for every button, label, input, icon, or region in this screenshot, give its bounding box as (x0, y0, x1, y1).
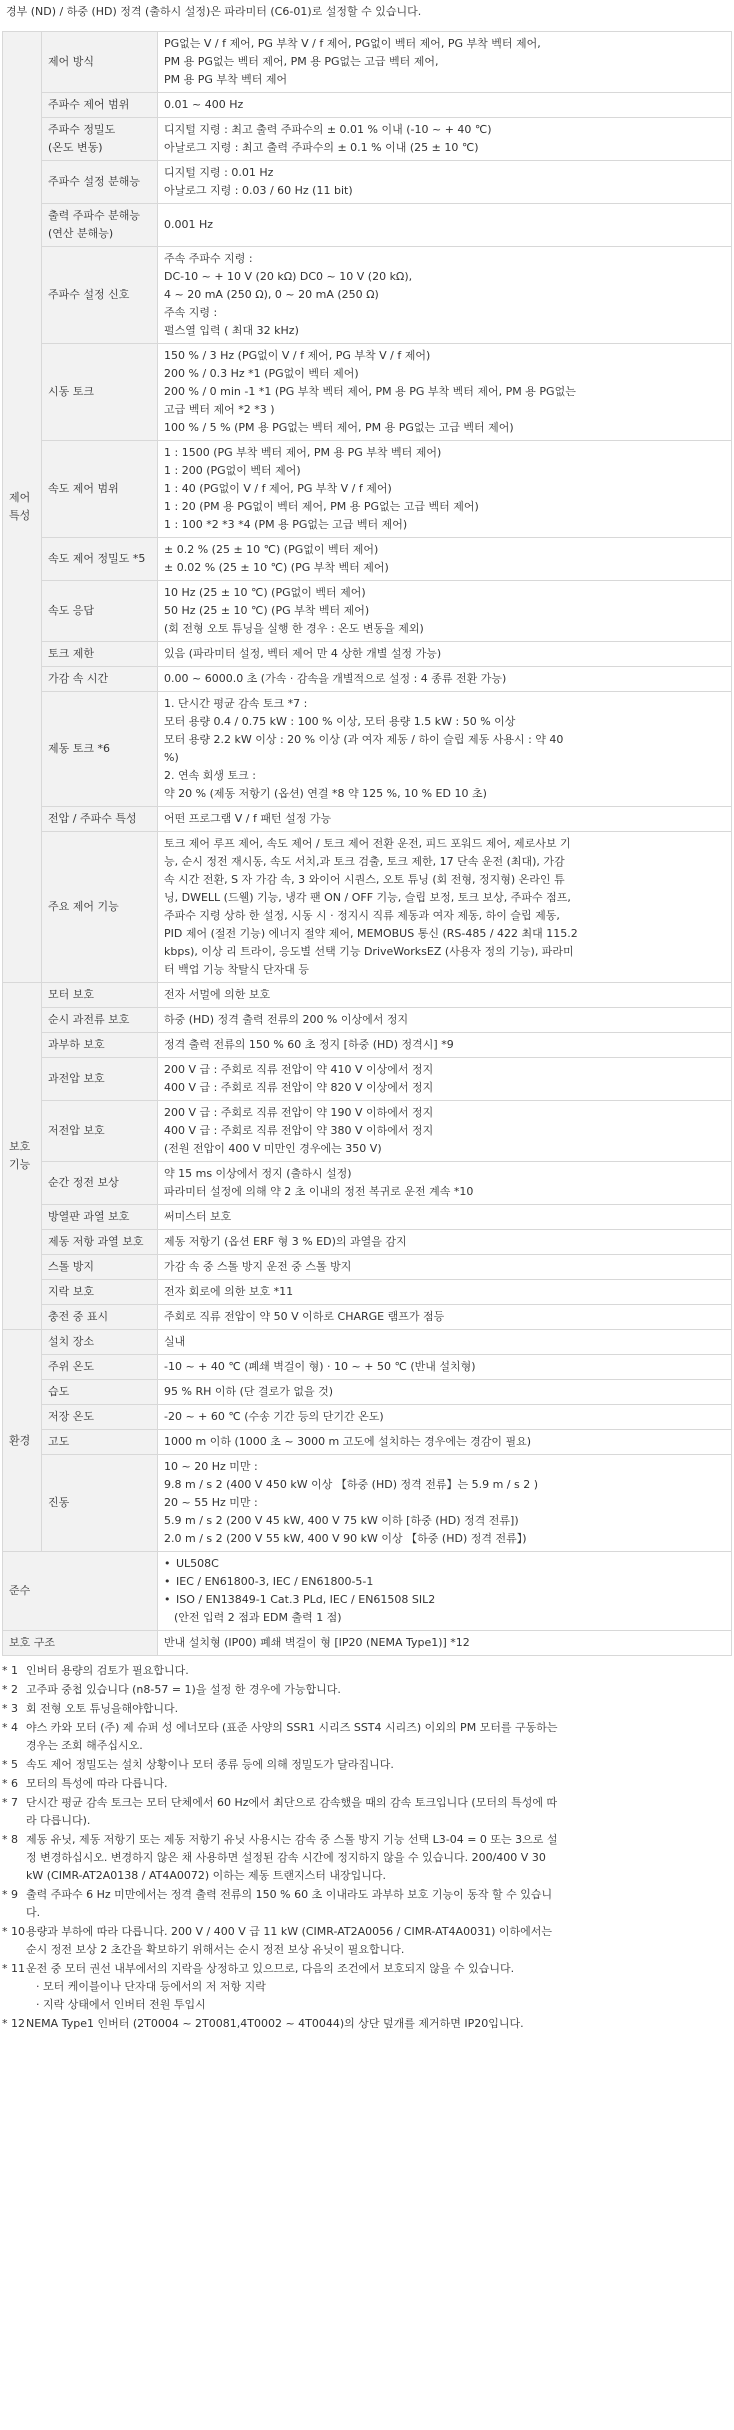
value-line: 200 V 급 : 주회로 직류 전압이 약 190 V 이하에서 정지 (164, 1106, 434, 1119)
item-cell (42, 1405, 158, 1430)
item-label: 순시 과전류 보호 (48, 1013, 130, 1026)
intro-text: 경부 (ND) / 하중 (HD) 정격 (출하시 설정)은 파라미터 (C6-01)로 설정할 수 있습니다. (6, 5, 422, 18)
footnote-number: * 9 (2, 1888, 18, 1901)
value-cell (158, 1552, 732, 1631)
value-line: -20 ~ + 60 ℃ (수송 기간 등의 단기간 온도) (164, 1410, 384, 1423)
footnote (2, 1831, 730, 1885)
spec-row (3, 1280, 732, 1305)
footnote (2, 1756, 730, 1774)
item-label: 지락 보호 (48, 1285, 95, 1298)
item-label: 주파수 설정 신호 (48, 288, 130, 301)
value-line: 디지털 지령 : 최고 출력 주파수의 ± 0.01 % 이내 (-10 ~ + 40 ℃) (164, 123, 492, 136)
item-label: 제동 토크 *6 (48, 742, 110, 755)
item-cell (42, 441, 158, 538)
category-cell (3, 1631, 158, 1656)
item-label: 고도 (48, 1435, 70, 1448)
value-line: 1000 m 이하 (1000 초 ~ 3000 m 고도에 설치하는 경우에는 경감이 필요) (164, 1435, 532, 1448)
item-cell (42, 1008, 158, 1033)
value-line: -10 ~ + 40 ℃ (폐쇄 벽걸이 형) · 10 ~ + 50 ℃ (반내 설치형) (164, 1360, 476, 1373)
footnote-subitem: · 지락 상태에서 인버터 전원 투입시 (36, 1998, 206, 2011)
value-cell (158, 344, 732, 441)
value-cell (158, 1430, 732, 1455)
item-cell (42, 1430, 158, 1455)
footnote-number: * 3 (2, 1702, 18, 1715)
item-cell (42, 667, 158, 692)
value-line: 2. 연속 회생 토크 : (164, 769, 256, 782)
item-label: (온도 변동) (48, 141, 103, 154)
footnote-number: * 11 (2, 1962, 25, 1975)
value-line: ± 0.02 % (25 ± 10 ℃) (PG 부착 벡터 제어) (164, 561, 389, 574)
footnote-text: 경우는 조회 해주십시오. (26, 1739, 143, 1752)
item-cell (42, 1455, 158, 1552)
item-label: 모터 보호 (48, 988, 95, 1001)
value-line: 하중 (HD) 정격 출력 전류의 200 % 이상에서 정지 (164, 1013, 409, 1026)
footnote-text: 용량과 부하에 따라 다릅니다. 200 V / 400 V 급 11 kW (CIMR-AT2A0056 / CIMR-AT4A0031) 이하에서는 (26, 1925, 552, 1938)
value-line: 1 : 1500 (PG 부착 벡터 제어, PM 용 PG 부착 벡터 제어) (164, 446, 442, 459)
value-line: 20 ~ 55 Hz 미만 : (164, 1496, 258, 1509)
category-cell (3, 1552, 158, 1631)
compliance-item (164, 1573, 725, 1591)
value-line: 200 % / 0 min -1 *1 (PG 부착 벡터 제어, PM 용 PG 부착 벡터 제어, PM 용 PG없는 (164, 385, 576, 398)
item-label: 속도 응답 (48, 604, 95, 617)
value-cell (158, 32, 732, 93)
spec-row (3, 247, 732, 344)
spec-row (3, 1058, 732, 1101)
value-line: 10 Hz (25 ± 10 ℃) (PG없이 벡터 제어) (164, 586, 366, 599)
item-label: 속도 제어 정밀도 *5 (48, 552, 146, 565)
value-cell (158, 692, 732, 807)
footnote-text: 순시 정전 보상 2 초간을 확보하기 위해서는 순시 정전 보상 유닛이 필요합니다. (26, 1943, 405, 1956)
value-cell (158, 581, 732, 642)
item-label: 과부하 보호 (48, 1038, 105, 1051)
category-cell (3, 1330, 42, 1552)
value-cell (158, 93, 732, 118)
footnote-number: * 4 (2, 1721, 18, 1734)
value-line: 주속 지령 : (164, 306, 218, 319)
footnote (2, 1719, 730, 1755)
value-line: 고급 벡터 제어 *2 *3 ) (164, 403, 275, 416)
value-line: 100 % / 5 % (PM 용 PG없는 벡터 제어, PM 용 PG없는 고급 벡터 제어) (164, 421, 514, 434)
spec-row (3, 1162, 732, 1205)
item-cell (42, 1380, 158, 1405)
item-label: 저전압 보호 (48, 1124, 105, 1137)
item-label: 속도 제어 범위 (48, 482, 119, 495)
spec-row (3, 1305, 732, 1330)
item-cell (42, 161, 158, 204)
item-cell (42, 1280, 158, 1305)
value-line: kbps), 이상 리 트라이, 응도별 선택 기능 DriveWorksEZ (사용자 정의 기능), 파라미 (164, 945, 574, 958)
item-label: 제동 저항 과열 보호 (48, 1235, 144, 1248)
spec-row (3, 667, 732, 692)
value-line: 1 : 20 (PM 용 PG없이 벡터 제어, PM 용 PG없는 고급 벡터 제어) (164, 500, 479, 513)
value-cell (158, 832, 732, 983)
footnote-text: 모터의 특성에 따라 다릅니다. (26, 1777, 168, 1790)
value-line: 주파수 지령 상하 한 설정, 시동 시 · 정지시 직류 제동과 여자 제동, 하이 슬립 제동, (164, 909, 560, 922)
item-label: 순간 정전 보상 (48, 1176, 119, 1189)
footnote-text: 제동 유닛, 제동 저항기 또는 제동 저항기 유닛 사용시는 감속 중 스톨 방지 기능 선택 L3-04 = 0 또는 3으로 설 (26, 1833, 558, 1846)
footnote-text: kW (CIMR-AT2A0138 / AT4A0072) 이하는 제동 트랜지스터 내장입니다. (26, 1869, 387, 1882)
value-cell (158, 247, 732, 344)
footnote (2, 1923, 730, 1959)
spec-row (3, 1330, 732, 1355)
spec-row (3, 344, 732, 441)
value-cell (158, 1033, 732, 1058)
footnote-number: * 2 (2, 1683, 18, 1696)
spec-row (3, 1405, 732, 1430)
category-cell (3, 32, 42, 983)
item-cell (42, 1162, 158, 1205)
bullet-icon: • (164, 1593, 171, 1606)
item-label: 가감 속 시간 (48, 672, 109, 685)
spec-row (3, 1380, 732, 1405)
item-label: 스톨 방지 (48, 1260, 95, 1273)
item-label: 주파수 정밀도 (48, 123, 116, 136)
footnote (2, 1775, 730, 1793)
value-line: 약 20 % (제동 저항기 (옵션) 연결 *8 약 125 %, 10 % ED 10 초) (164, 787, 487, 800)
spec-row (3, 32, 732, 93)
value-line: 50 Hz (25 ± 10 ℃) (PG 부착 벡터 제어) (164, 604, 370, 617)
value-cell (158, 807, 732, 832)
item-cell (42, 1330, 158, 1355)
item-cell (42, 692, 158, 807)
value-line: 터 백업 기능 착탈식 단자대 등 (164, 963, 309, 976)
value-line: PG없는 V / f 제어, PG 부착 V / f 제어, PG없이 벡터 제어, PG 부착 벡터 제어, (164, 37, 541, 50)
item-label: (연산 분해능) (48, 227, 114, 240)
value-line: 제동 저항기 (옵션 ERF 형 3 % ED)의 과열을 감지 (164, 1235, 407, 1248)
value-cell (158, 1101, 732, 1162)
compliance-item (164, 1555, 725, 1573)
value-cell (158, 538, 732, 581)
spec-row (3, 692, 732, 807)
value-cell (158, 1008, 732, 1033)
footnote-text: 출력 주파수 6 Hz 미만에서는 정격 출력 전류의 150 % 60 초 이내라도 과부하 보호 기능이 동작 할 수 있습니 (26, 1888, 553, 1901)
spec-row (3, 1101, 732, 1162)
footnotes (0, 1662, 734, 2033)
spec-row (3, 93, 732, 118)
spec-row (3, 807, 732, 832)
value-line: 아날로그 지령 : 0.03 / 60 Hz (11 bit) (164, 184, 353, 197)
item-cell (42, 1033, 158, 1058)
item-cell (42, 581, 158, 642)
value-line: 디지털 지령 : 0.01 Hz (164, 166, 274, 179)
value-line: 주회로 직류 전압이 약 50 V 이하로 CHARGE 램프가 점등 (164, 1310, 445, 1323)
value-cell (158, 667, 732, 692)
item-cell (42, 1355, 158, 1380)
item-label: 습도 (48, 1385, 70, 1398)
spec-row (3, 204, 732, 247)
footnote-number: * 5 (2, 1758, 18, 1771)
item-cell (42, 247, 158, 344)
value-line: 약 15 ms 이상에서 정지 (출하시 설정) (164, 1167, 352, 1180)
item-label: 출력 주파수 분해능 (48, 209, 141, 222)
footnote-text: 야스 카와 모터 (주) 제 슈퍼 성 에너모타 (표준 사양의 SSR1 시리즈 SST4 시리즈) 이외의 PM 모터를 구동하는 (26, 1721, 558, 1734)
value-line: 아날로그 지령 : 최고 출력 주파수의 ± 0.1 % 이내 (25 ± 10 ℃) (164, 141, 479, 154)
value-cell (158, 642, 732, 667)
value-line: 95 % RH 이하 (단 결로가 없을 것) (164, 1385, 334, 1398)
footnote-text: 속도 제어 정밀도는 설치 상황이나 모터 종류 등에 의해 정밀도가 달라집니다. (26, 1758, 394, 1771)
spec-row (3, 1430, 732, 1455)
value-cell (158, 1380, 732, 1405)
spec-row (3, 581, 732, 642)
footnote-number: * 10 (2, 1925, 25, 1938)
value-cell (158, 1230, 732, 1255)
item-cell (42, 1058, 158, 1101)
footnote-number: * 1 (2, 1664, 18, 1677)
value-cell (158, 1355, 732, 1380)
item-label: 시동 토크 (48, 385, 95, 398)
value-cell (158, 441, 732, 538)
category-label: 기능 (9, 1158, 31, 1171)
footnote (2, 1681, 730, 1699)
spec-row (3, 161, 732, 204)
item-cell (42, 344, 158, 441)
footnote (2, 1794, 730, 1830)
compliance-text: ISO / EN13849-1 Cat.3 PLd, IEC / EN61508 SIL2 (176, 1593, 436, 1606)
spec-row (3, 441, 732, 538)
value-line: 속 시간 전환, S 자 가감 속, 3 와이어 시퀀스, 오토 튜닝 (회 전형, 정지형) 온라인 튜 (164, 873, 565, 886)
spec-row (3, 1033, 732, 1058)
item-label: 주파수 제어 범위 (48, 98, 130, 111)
footnote-text: 고주파 중첩 있습니다 (n8-57 = 1)을 설정 한 경우에 가능합니다. (26, 1683, 341, 1696)
spec-row (3, 1255, 732, 1280)
item-label: 진동 (48, 1496, 70, 1509)
item-cell (42, 1305, 158, 1330)
value-cell (158, 1162, 732, 1205)
spec-row (3, 1631, 732, 1656)
value-cell (158, 1305, 732, 1330)
compliance-item (164, 1591, 725, 1609)
spec-row (3, 1008, 732, 1033)
item-label: 과전압 보호 (48, 1072, 105, 1085)
value-line: 전자 회로에 의한 보호 *11 (164, 1285, 294, 1298)
item-cell (42, 538, 158, 581)
value-line: 모터 용량 0.4 / 0.75 kW : 100 % 이상, 모터 용량 1.5 kW : 50 % 이상 (164, 715, 516, 728)
item-cell (42, 118, 158, 161)
footnote-subitem: · 모터 케이블이나 단자대 등에서의 저 저항 지락 (36, 1980, 266, 1993)
footnote-text: 인버터 용량의 검토가 필요합니다. (26, 1664, 189, 1677)
value-line: 1 : 100 *2 *3 *4 (PM 용 PG없는 고급 벡터 제어) (164, 518, 408, 531)
value-line: PM 용 PG 부착 벡터 제어 (164, 73, 288, 86)
value-cell (158, 1405, 732, 1430)
item-label: 주요 제어 기능 (48, 900, 119, 913)
spec-row (3, 1455, 732, 1552)
value-line: DC-10 ~ + 10 V (20 kΩ) DC0 ~ 10 V (20 kΩ), (164, 270, 413, 283)
spec-row (3, 1230, 732, 1255)
footnote-number: * 7 (2, 1796, 18, 1809)
value-line: 펄스열 입력 ( 최대 32 kHz) (164, 324, 299, 337)
bullet-icon: • (164, 1575, 171, 1588)
value-cell (158, 204, 732, 247)
spec-row (3, 1355, 732, 1380)
item-cell (42, 832, 158, 983)
item-label: 저장 온도 (48, 1410, 95, 1423)
footnote-number: * 6 (2, 1777, 18, 1790)
value-line: 400 V 급 : 주회로 직류 전압이 약 380 V 이하에서 정지 (164, 1124, 434, 1137)
value-cell (158, 1255, 732, 1280)
value-cell (158, 1631, 732, 1656)
item-cell (42, 32, 158, 93)
compliance-text: IEC / EN61800-3, IEC / EN61800-5-1 (176, 1575, 374, 1588)
spec-row (3, 118, 732, 161)
value-line: 실내 (164, 1335, 186, 1348)
item-cell (42, 93, 158, 118)
value-line: 2.0 m / s 2 (200 V 55 kW, 400 V 90 kW 이상 【하중 (HD) 정격 전류】) (164, 1532, 527, 1545)
footnote-text: 운전 중 모터 권선 내부에서의 지락을 상정하고 있으므로, 다음의 조건에서 보호되지 않을 수 있습니다. (26, 1962, 515, 1975)
value-cell (158, 1280, 732, 1305)
category-label: 특성 (9, 509, 31, 522)
value-line: 4 ~ 20 mA (250 Ω), 0 ~ 20 mA (250 Ω) (164, 288, 379, 301)
item-label: 제어 방식 (48, 55, 95, 68)
value-cell (158, 1330, 732, 1355)
item-cell (42, 1230, 158, 1255)
footnote-text: 회 전형 오토 튜닝을해야합니다. (26, 1702, 179, 1715)
spec-table (2, 31, 732, 1656)
item-label: 전압 / 주파수 특성 (48, 812, 137, 825)
category-label: 보호 (9, 1140, 31, 1153)
footnote-text: NEMA Type1 인버터 (2T0004 ~ 2T0081,4T0002 ~ 4T0044)의 상단 덮개를 제거하면 IP20입니다. (26, 2017, 524, 2030)
value-line: %) (164, 751, 179, 764)
spec-row (3, 1205, 732, 1230)
value-line: (전원 전압이 400 V 미만인 경우에는 350 V) (164, 1142, 382, 1155)
value-line: 있음 (파라미터 설정, 벡터 제어 만 4 상한 개별 설정 가능) (164, 647, 442, 660)
category-cell (3, 983, 42, 1330)
footnote-text: 다. (26, 1906, 41, 1919)
category-label: 보호 구조 (9, 1636, 56, 1649)
value-line: 어떤 프로그램 V / f 패턴 설정 가능 (164, 812, 332, 825)
value-cell (158, 118, 732, 161)
footnote (2, 1960, 730, 2014)
value-line: 400 V 급 : 주회로 직류 전압이 약 820 V 이상에서 정지 (164, 1081, 434, 1094)
value-cell (158, 161, 732, 204)
footnote-number: * 12 (2, 2017, 25, 2030)
value-line: 써미스터 보호 (164, 1210, 232, 1223)
value-line: 토크 제어 루프 제어, 속도 제어 / 토크 제어 전환 운전, 피드 포워드 제어, 제로사보 기 (164, 837, 571, 850)
item-cell (42, 1255, 158, 1280)
item-label: 주위 온도 (48, 1360, 95, 1373)
footnote (2, 1662, 730, 1680)
value-line: 0.001 Hz (164, 218, 214, 231)
footnote-text: 정 변경하십시오. 변경하지 않은 채 사용하면 설정된 감속 시간에 정지하지 않을 수 있습니다. 200/400 V 30 (26, 1851, 546, 1864)
item-cell (42, 204, 158, 247)
value-line: 가감 속 중 스톨 방지 운전 중 스톨 방지 (164, 1260, 352, 1273)
value-line: 150 % / 3 Hz (PG없이 V / f 제어, PG 부착 V / f 제어) (164, 349, 431, 362)
value-line: 200 V 급 : 주회로 직류 전압이 약 410 V 이상에서 정지 (164, 1063, 434, 1076)
value-line: 전자 서멀에 의한 보호 (164, 988, 271, 1001)
value-line: 10 ~ 20 Hz 미만 : (164, 1460, 258, 1473)
footnote (2, 2015, 730, 2033)
item-cell (42, 807, 158, 832)
value-line: 1. 단시간 평균 감속 토크 *7 : (164, 697, 308, 710)
value-cell (158, 983, 732, 1008)
spec-row (3, 538, 732, 581)
item-label: 토크 제한 (48, 647, 95, 660)
footnote-text: 라 다릅니다). (26, 1814, 91, 1827)
value-line: PM 용 PG없는 벡터 제어, PM 용 PG없는 고급 벡터 제어, (164, 55, 439, 68)
value-line: 1 : 40 (PG없이 V / f 제어, PG 부착 V / f 제어) (164, 482, 392, 495)
bullet-icon: • (164, 1557, 171, 1570)
value-line: 0.00 ~ 6000.0 초 (가속 · 감속을 개별적으로 설정 : 4 종류 전환 가능) (164, 672, 507, 685)
footnote (2, 1700, 730, 1718)
value-line: 파라미터 설정에 의해 약 2 초 이내의 정전 복귀로 운전 계속 *10 (164, 1185, 474, 1198)
spec-row (3, 832, 732, 983)
value-line: 5.9 m / s 2 (200 V 45 kW, 400 V 75 kW 이하 [하중 (HD) 정격 전류]) (164, 1514, 519, 1527)
value-line: 9.8 m / s 2 (400 V 450 kW 이상 【하중 (HD) 정격 전류】는 5.9 m / s 2 ) (164, 1478, 539, 1491)
value-line: 주속 주파수 지령 : (164, 252, 253, 265)
footnote-number: * 8 (2, 1833, 18, 1846)
value-line: 정격 출력 전류의 150 % 60 초 정지 [하중 (HD) 정격시] *9 (164, 1038, 454, 1051)
footnote (2, 1886, 730, 1922)
value-cell (158, 1455, 732, 1552)
item-cell (42, 642, 158, 667)
value-line: ± 0.2 % (25 ± 10 ℃) (PG없이 벡터 제어) (164, 543, 379, 556)
value-line: 1 : 200 (PG없이 벡터 제어) (164, 464, 301, 477)
value-cell (158, 1205, 732, 1230)
value-line: 모터 용량 2.2 kW 이상 : 20 % 이상 (과 여자 제동 / 하이 슬립 제동 사용시 : 약 40 (164, 733, 564, 746)
value-line: (회 전형 오토 튜닝을 실행 한 경우 : 온도 변동을 제외) (164, 622, 424, 635)
item-cell (42, 1205, 158, 1230)
item-label: 설치 장소 (48, 1335, 95, 1348)
item-label: 충전 중 표시 (48, 1310, 109, 1323)
footnote-text: 단시간 평균 감속 토크는 모터 단체에서 60 Hz에서 최단으로 감속했을 때의 감속 토크입니다 (모터의 특성에 따 (26, 1796, 558, 1809)
item-label: 방열판 과열 보호 (48, 1210, 130, 1223)
category-label: 준수 (9, 1584, 31, 1597)
spec-row (3, 1552, 732, 1631)
compliance-note: (안전 입력 2 점과 EDM 출력 1 점) (174, 1611, 342, 1624)
value-cell (158, 1058, 732, 1101)
spec-row (3, 642, 732, 667)
value-line: PID 제어 (절전 기능) 에너지 절약 제어, MEMOBUS 통신 (RS-485 / 422 최대 115.2 (164, 927, 578, 940)
category-label: 환경 (9, 1433, 31, 1447)
spec-row (3, 983, 732, 1008)
value-line: 닝, DWELL (드웰) 기능, 냉각 팬 ON / OFF 기능, 슬립 보정, 토크 보상, 주파수 점프, (164, 891, 571, 904)
value-line: 반내 설치형 (IP00) 폐쇄 벽걸이 형 [IP20 (NEMA Type1)] *12 (164, 1636, 470, 1649)
value-line: 능, 순시 정전 재시동, 속도 서치,과 토크 검출, 토크 제한, 17 단속 운전 (최대), 가감 (164, 855, 565, 868)
category-label: 제어 (9, 491, 31, 504)
item-cell (42, 983, 158, 1008)
value-line: 200 % / 0.3 Hz *1 (PG없이 벡터 제어) (164, 367, 359, 380)
item-cell (42, 1101, 158, 1162)
value-line: 0.01 ~ 400 Hz (164, 98, 244, 111)
compliance-text: UL508C (176, 1557, 219, 1570)
item-label: 주파수 설정 분해능 (48, 175, 141, 188)
